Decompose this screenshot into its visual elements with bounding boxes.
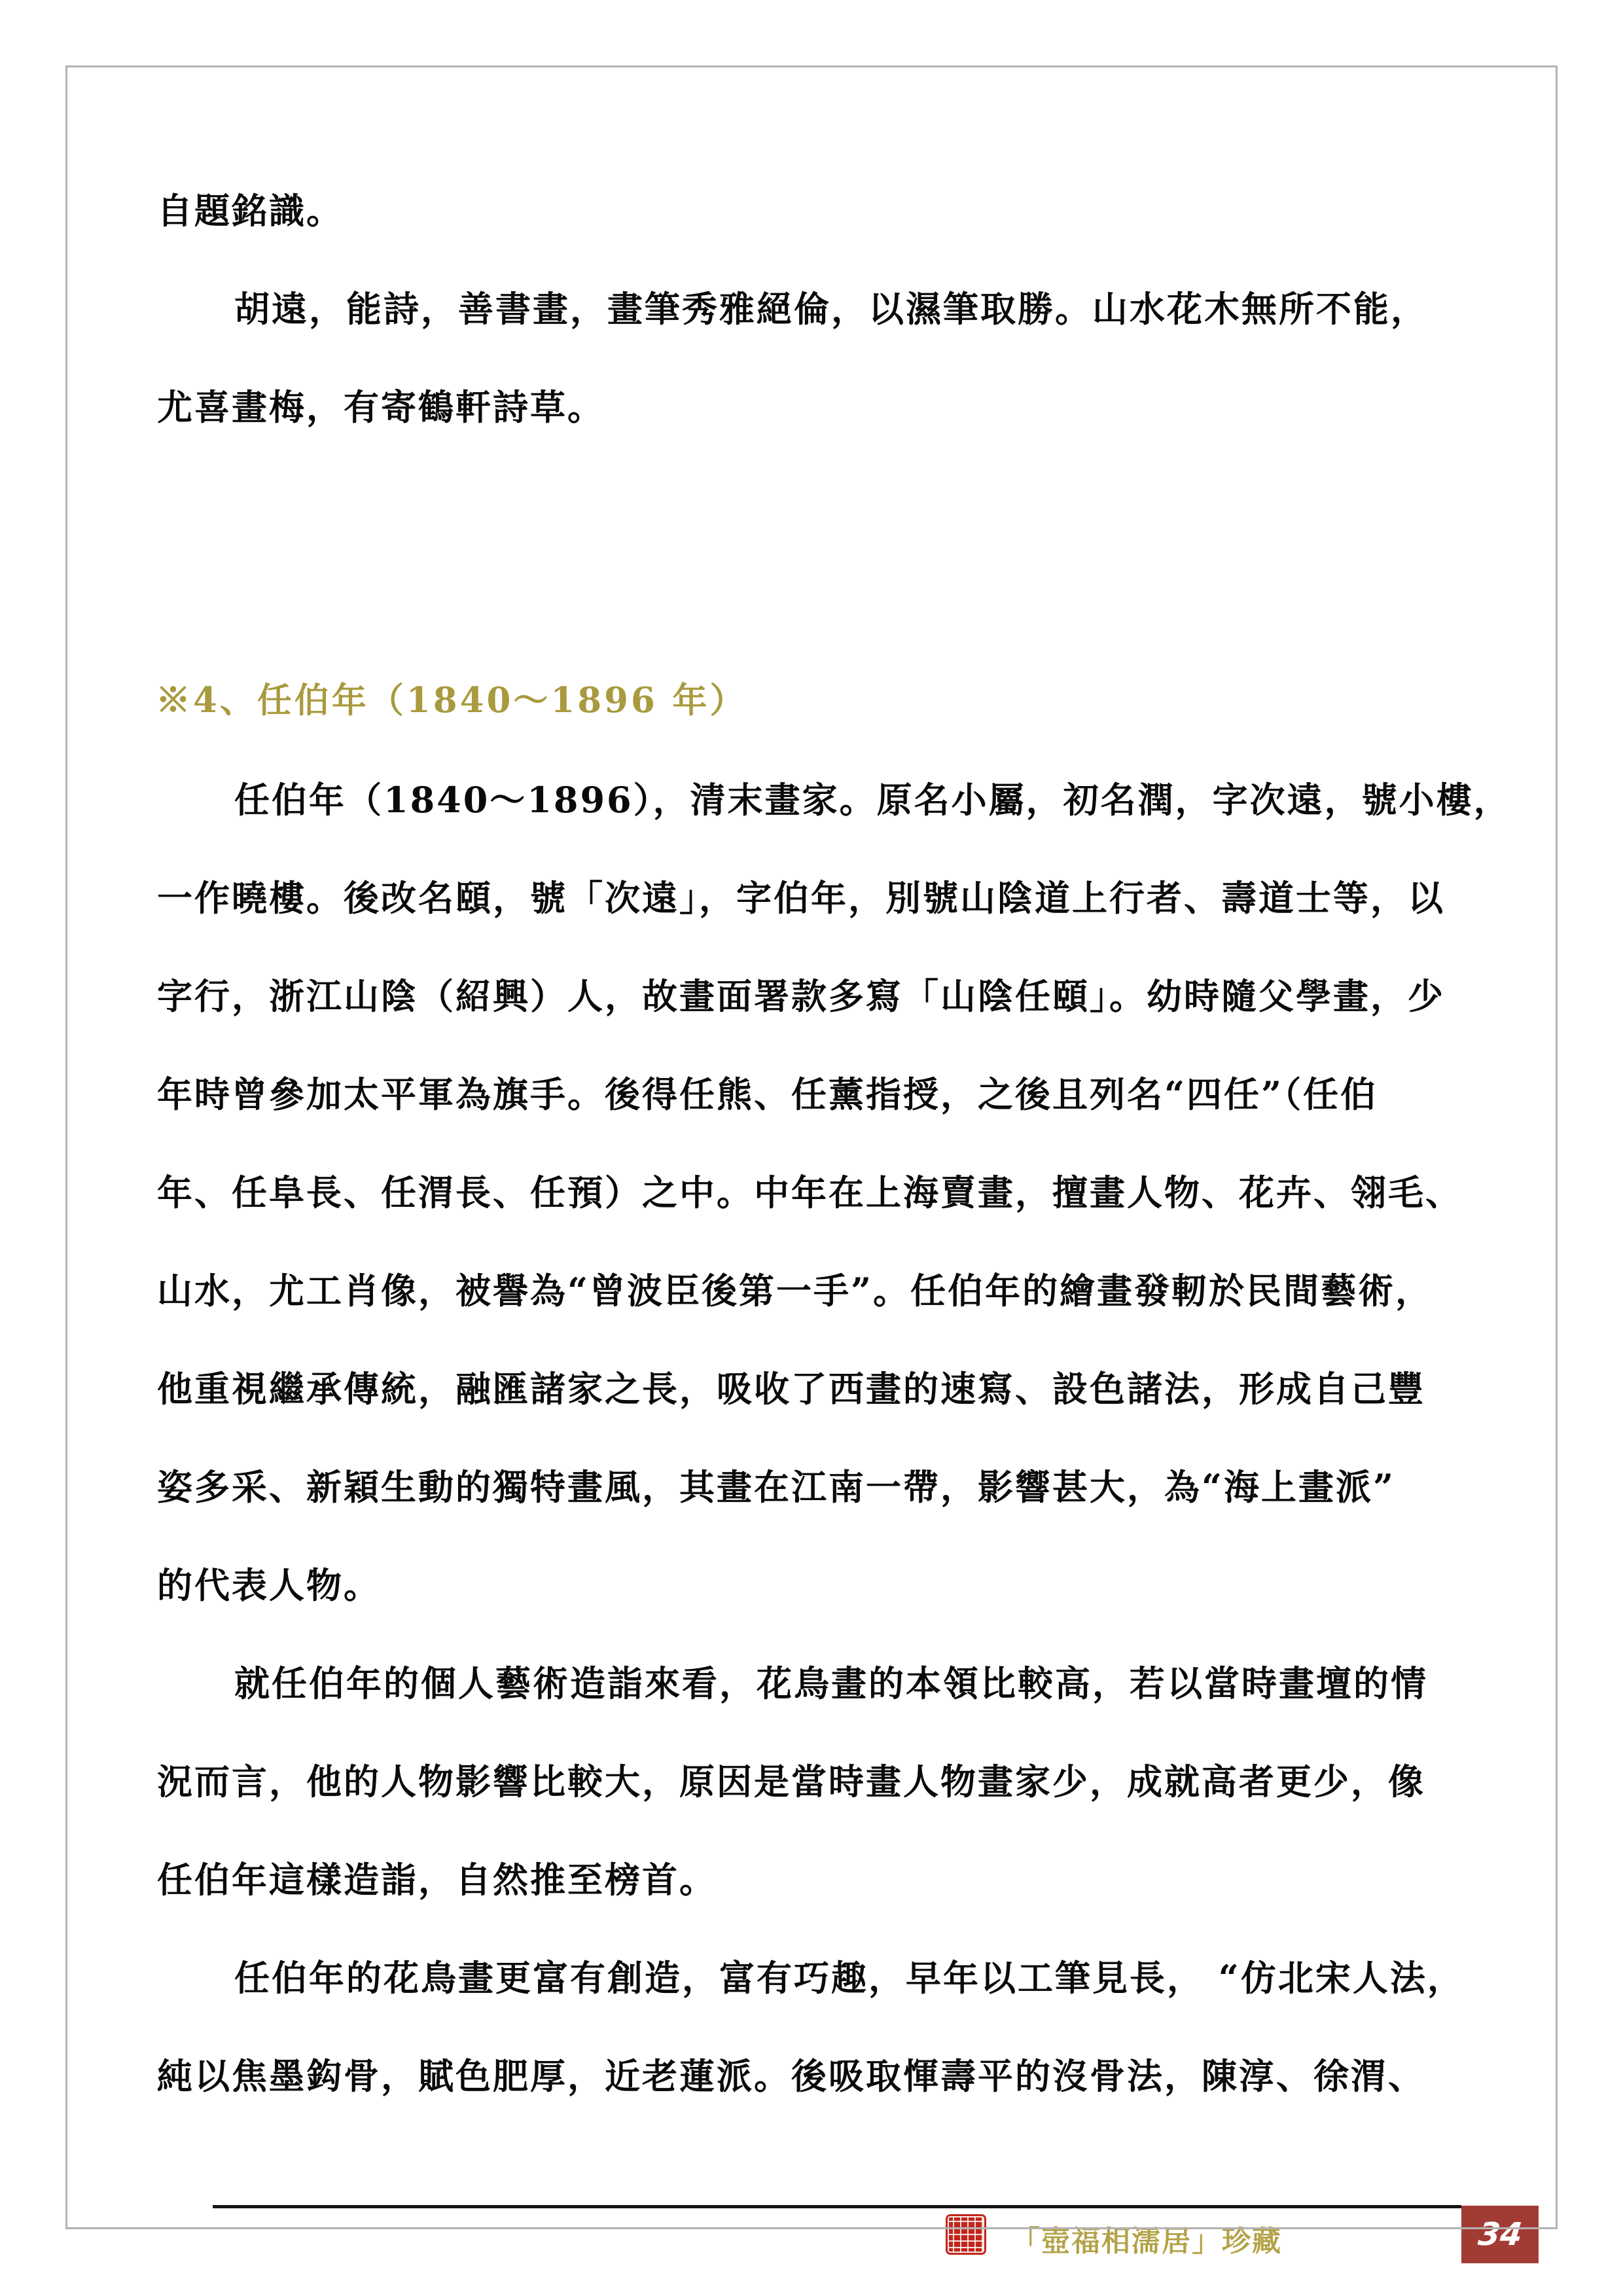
text-line: 姿多采、新穎生動的獨特畫風，其畫在江南一帶，影響甚大，為“海上畫派”: [157, 1466, 1396, 1508]
text-line: 任伯年（1840～1896），清末畫家。原名小屬，初名潤，字次遠，號小樓，: [234, 779, 1511, 821]
text-line: 就任伯年的個人藝術造詣來看，花鳥畫的本領比較高，若以當時畫壇的情: [234, 1662, 1428, 1704]
text-line: 胡遠，能詩，善書畫，畫筆秀雅絕倫，以濕筆取勝。山水花木無所不能，: [234, 288, 1428, 330]
text-line: 純以焦墨鈎骨，賦色肥厚，近老蓮派。後吸取惲壽平的沒骨法，陳淳、徐渭、: [157, 2055, 1425, 2097]
collection-seal-icon: [946, 2214, 986, 2255]
page-number-badge: [1461, 2206, 1539, 2263]
text-line: 山水，尤工肖像，被譽為“曾波臣後第一手”。任伯年的繪畫發軔於民間藝術，: [157, 1270, 1433, 1312]
text-line: 任伯年這樣造詣，自然推至榜首。: [157, 1859, 717, 1901]
text-line: 年時曾參加太平軍為旗手。後得任熊、任薰指授，之後且列名“四任”（任伯: [157, 1073, 1378, 1115]
section-heading: ※4、任伯年（1840～1896 年）: [156, 680, 747, 721]
text-line: 自題銘識。: [157, 190, 344, 232]
text-line: 的代表人物。: [157, 1564, 381, 1606]
text-line: 況而言，他的人物影響比較大，原因是當時畫人物畫家少，成就高者更少，像: [157, 1761, 1425, 1803]
footer-divider: [213, 2205, 1461, 2208]
text-line: 他重視繼承傳統，融匯諸家之長，吸收了西畫的速寫、設色諸法，形成自己豐: [157, 1368, 1425, 1410]
footer-collection-label: 「壺福相濡居」珍藏: [1011, 2225, 1282, 2258]
text-line: 任伯年的花鳥畫更富有創造，富有巧趣，早年以工筆見長， “仿北宋人法，: [234, 1957, 1465, 1999]
text-line: 一作曉樓。後改名頤，號「次遠」，字伯年，別號山陰道上行者、壽道士等，以: [157, 877, 1445, 919]
page-number: 34: [1476, 2216, 1524, 2253]
text-line: 尤喜畫梅，有寄鶴軒詩草。: [157, 386, 605, 428]
text-line: 年、任阜長、任渭長、任預）之中。中年在上海賣畫，擅畫人物、花卉、翎毛、: [157, 1172, 1463, 1213]
text-line: 字行，浙江山陰（紹興）人，故畫面署款多寫「山陰任頤」。幼時隨父學畫，少: [157, 975, 1445, 1017]
